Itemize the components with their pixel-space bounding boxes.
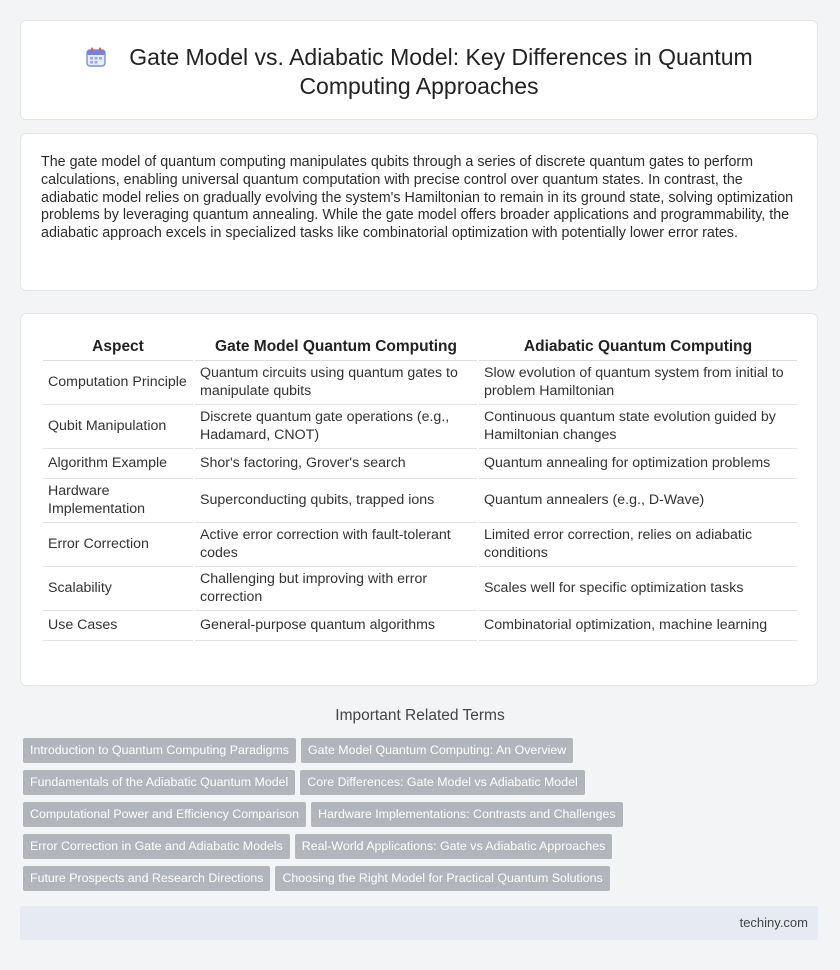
table-cell: Combinatorial optimization, machine learning (479, 611, 797, 641)
related-tags-row (23, 738, 578, 763)
header-gate-model: Gate Model Quantum Computing (195, 334, 477, 361)
table-cell: Discrete quantum gate operations (e.g., Hadamard, CNOT) (195, 405, 477, 449)
comparison-table-card (20, 313, 818, 686)
related-tag[interactable]: Choosing the Right Model for Practical Quantum Solutions (275, 866, 609, 891)
table-cell: Continuous quantum state evolution guided by Hamiltonian changes (479, 405, 797, 449)
related-tag[interactable]: Real-World Applications: Gate vs Adiabatic Approaches (295, 834, 613, 859)
intro-card (20, 133, 818, 291)
header-card (20, 20, 818, 120)
table-cell: Limited error correction, relies on adiabatic conditions (479, 523, 797, 567)
table-row (43, 523, 797, 567)
related-tags-row (23, 866, 615, 891)
table-cell: Algorithm Example (43, 449, 193, 479)
footer-site-link[interactable]: techiny.com (739, 915, 808, 930)
footer (20, 906, 818, 940)
related-tags-row (23, 834, 617, 859)
related-tag[interactable]: Core Differences: Gate Model vs Adiabatic Model (300, 770, 584, 795)
table-header-row (43, 334, 797, 361)
table-cell: Computation Principle (43, 361, 193, 405)
table-cell: Active error correction with fault-tolerant codes (195, 523, 477, 567)
related-tags-row (23, 770, 590, 795)
table-cell: Qubit Manipulation (43, 405, 193, 449)
related-tag[interactable]: Fundamentals of the Adiabatic Quantum Model (23, 770, 295, 795)
related-tag[interactable]: Future Prospects and Research Directions (23, 866, 270, 891)
related-terms-heading: Important Related Terms (335, 707, 505, 724)
table-row (43, 405, 797, 449)
table-cell: Scales well for specific optimization tasks (479, 567, 797, 611)
table-row (43, 361, 797, 405)
table-cell: Challenging but improving with error correction (195, 567, 477, 611)
intro-paragraph: The gate model of quantum computing manipulates qubits through a series of discrete quantum gates to perform calculations, enabling universal quantum computation with precise control over quantum states. In contrast, the adiabatic model relies on gradually evolving the system's Hamiltonian to remain in its ground state, solving optimization problems by leveraging quantum annealing. While the gate model offers broader applications and programmability, the adiabatic approach excels in specialized tasks like combinatorial optimization with potentially lower error rates. (41, 154, 794, 242)
header-adiabatic-model: Adiabatic Quantum Computing (479, 334, 797, 361)
comparison-table (41, 334, 799, 641)
table-cell: Quantum annealers (e.g., D-Wave) (479, 479, 797, 523)
table-cell: Quantum circuits using quantum gates to manipulate qubits (195, 361, 477, 405)
related-tags-row (23, 802, 628, 827)
table-cell: General-purpose quantum algorithms (195, 611, 477, 641)
title-wrap (81, 43, 757, 101)
related-tag[interactable]: Error Correction in Gate and Adiabatic Models (23, 834, 290, 859)
table-cell: Superconducting qubits, trapped ions (195, 479, 477, 523)
calendar-icon (85, 46, 107, 68)
table-cell: Use Cases (43, 611, 193, 641)
related-tag[interactable]: Introduction to Quantum Computing Paradigms (23, 738, 296, 763)
related-tag[interactable]: Gate Model Quantum Computing: An Overview (301, 738, 573, 763)
related-tag[interactable]: Computational Power and Efficiency Comparison (23, 802, 306, 827)
table-cell: Error Correction (43, 523, 193, 567)
table-cell: Hardware Implementation (43, 479, 193, 523)
table-cell: Slow evolution of quantum system from initial to problem Hamiltonian (479, 361, 797, 405)
header-aspect: Aspect (43, 334, 193, 361)
table-cell: Shor's factoring, Grover's search (195, 449, 477, 479)
page-title (81, 43, 757, 101)
table-row (43, 611, 797, 641)
related-tag[interactable]: Hardware Implementations: Contrasts and Challenges (311, 802, 623, 827)
table-row (43, 449, 797, 479)
table-cell: Scalability (43, 567, 193, 611)
page-title-text: Gate Model vs. Adiabatic Model: Key Differences in Quantum Computing Approaches (129, 44, 753, 99)
table-cell: Quantum annealing for optimization problems (479, 449, 797, 479)
table-row (43, 567, 797, 611)
table-row (43, 479, 797, 523)
